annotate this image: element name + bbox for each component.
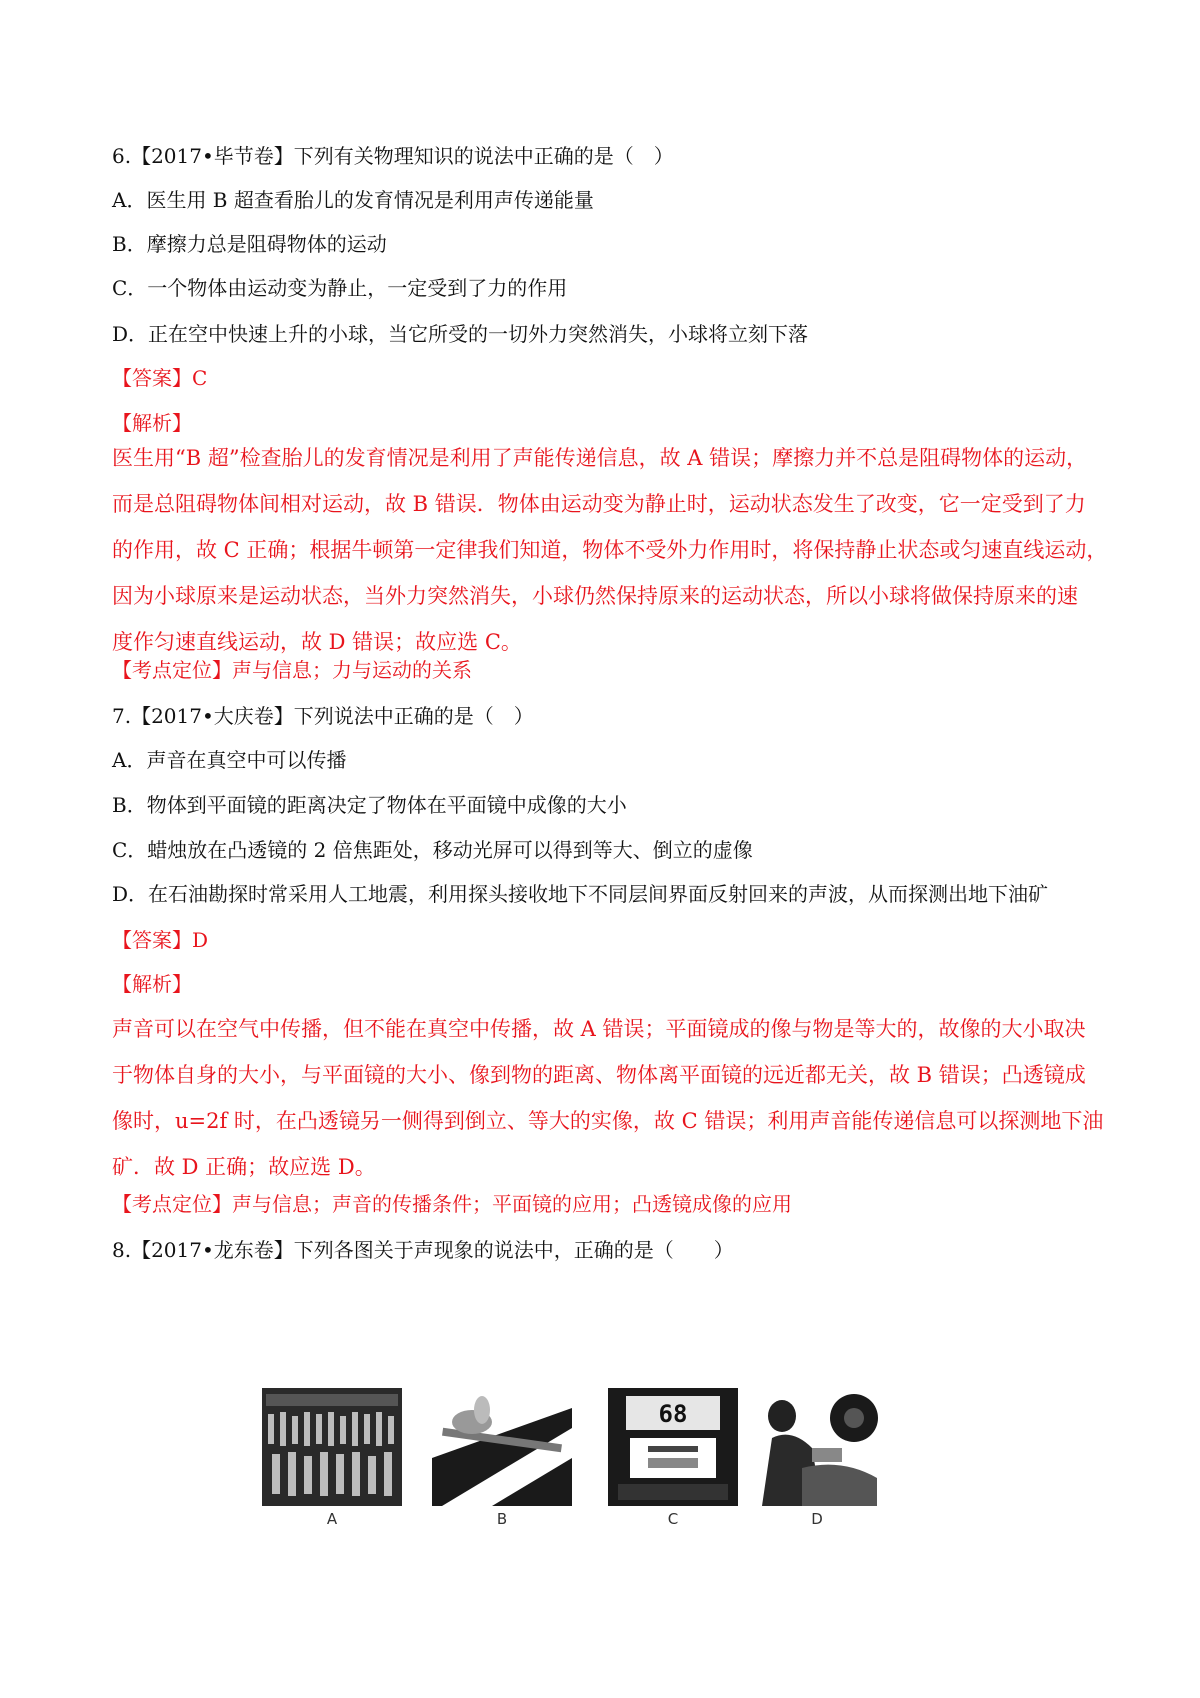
photo-d-image [752,1388,882,1506]
q6-option-a: A．医生用 B 超查看胎儿的发育情况是利用声传递能量 [112,188,594,212]
q6-analysis-label: 【解析】 [112,411,192,435]
q7-analysis-line: 声音可以在空气中传播，但不能在真空中传播，故 A 错误；平面镜成的像与物是等大的，故像的大小取决 [112,1017,1086,1041]
q8-figure [262,1388,952,1536]
q6-option-d: D．正在空中快速上升的小球，当它所受的一切外力突然消失，小球将立刻下落 [112,322,809,346]
q6-stem: 6.【2017•毕节卷】下列有关物理知识的说法中正确的是（ ） [112,144,674,168]
q6-analysis-line: 的作用，故 C 正确；根据牛顿第一定律我们知道，物体不受外力作用时，将保持静止状态或匀速直线运动， [112,538,1108,562]
photo-d-label: D [811,1510,823,1528]
q7-answer: 【答案】D [112,928,209,952]
q7-option-b: B．物体到平面镜的距离决定了物体在平面镜中成像的大小 [112,793,627,817]
q7-analysis [112,1006,1102,1190]
q7-kaodian: 【考点定位】声与信息；声音的传播条件；平面镜的应用；凸透镜成像的应用 [112,1192,792,1216]
photo-a-image [262,1388,402,1506]
q7-option-d: D．在石油勘探时常采用人工地震，利用探头接收地下不同层间界面反射回来的声波，从而探测出地下油矿 [112,882,1049,906]
photo-c-label: C [667,1510,679,1528]
q6-answer: 【答案】C [112,366,208,390]
photo-c-image [608,1388,738,1506]
q7-stem: 7.【2017•大庆卷】下列说法中正确的是（ ） [112,704,534,728]
q6-analysis-line: 因为小球原来是运动状态，当外力突然消失，小球仍然保持原来的运动状态，所以小球将做保持原来的速 [112,584,1078,608]
q8-stem: 8.【2017•龙东卷】下列各图关于声现象的说法中，正确的是（ ） [112,1238,734,1262]
q6-analysis [112,435,1108,665]
q6-analysis-line: 而是总阻碍物体间相对运动，故 B 错误．物体由运动变为静止时，运动状态发生了改变，它一定受到了力 [112,492,1086,516]
q7-analysis-line: 像时，u=2f 时，在凸透镜另一侧得到倒立、等大的实像，故 C 错误；利用声音能传递信息可以探测地下油 [112,1109,1104,1133]
svg-text:68: 68 [658,1400,688,1428]
q6-option-b: B．摩擦力总是阻碍物体的运动 [112,232,387,256]
q7-analysis-line: 矿．故 D 正确；故应选 D。 [112,1155,376,1179]
photo-a-label: A [326,1510,338,1528]
q6-analysis-line: 度作匀速直线运动，故 D 错误；故应选 C。 [112,630,522,654]
photo-b-label: B [496,1510,508,1528]
q6-option-c: C．一个物体由运动变为静止，一定受到了力的作用 [112,276,568,300]
q7-option-c: C．蜡烛放在凸透镜的 2 倍焦距处，移动光屏可以得到等大、倒立的虚像 [112,838,753,862]
q6-analysis-line: 医生用“B 超”检查胎儿的发育情况是利用了声能传递信息，故 A 错误；摩擦力并不总是阻碍物体的运动， [112,446,1088,470]
q7-analysis-line: 于物体自身的大小，与平面镜的大小、像到物的距离、物体离平面镜的远近都无关，故 B 错误；凸透镜成 [112,1063,1086,1087]
q6-kaodian: 【考点定位】声与信息；力与运动的关系 [112,658,472,682]
photo-b-image [432,1388,572,1506]
q7-option-a: A．声音在真空中可以传播 [112,748,347,772]
q7-analysis-label: 【解析】 [112,972,192,996]
